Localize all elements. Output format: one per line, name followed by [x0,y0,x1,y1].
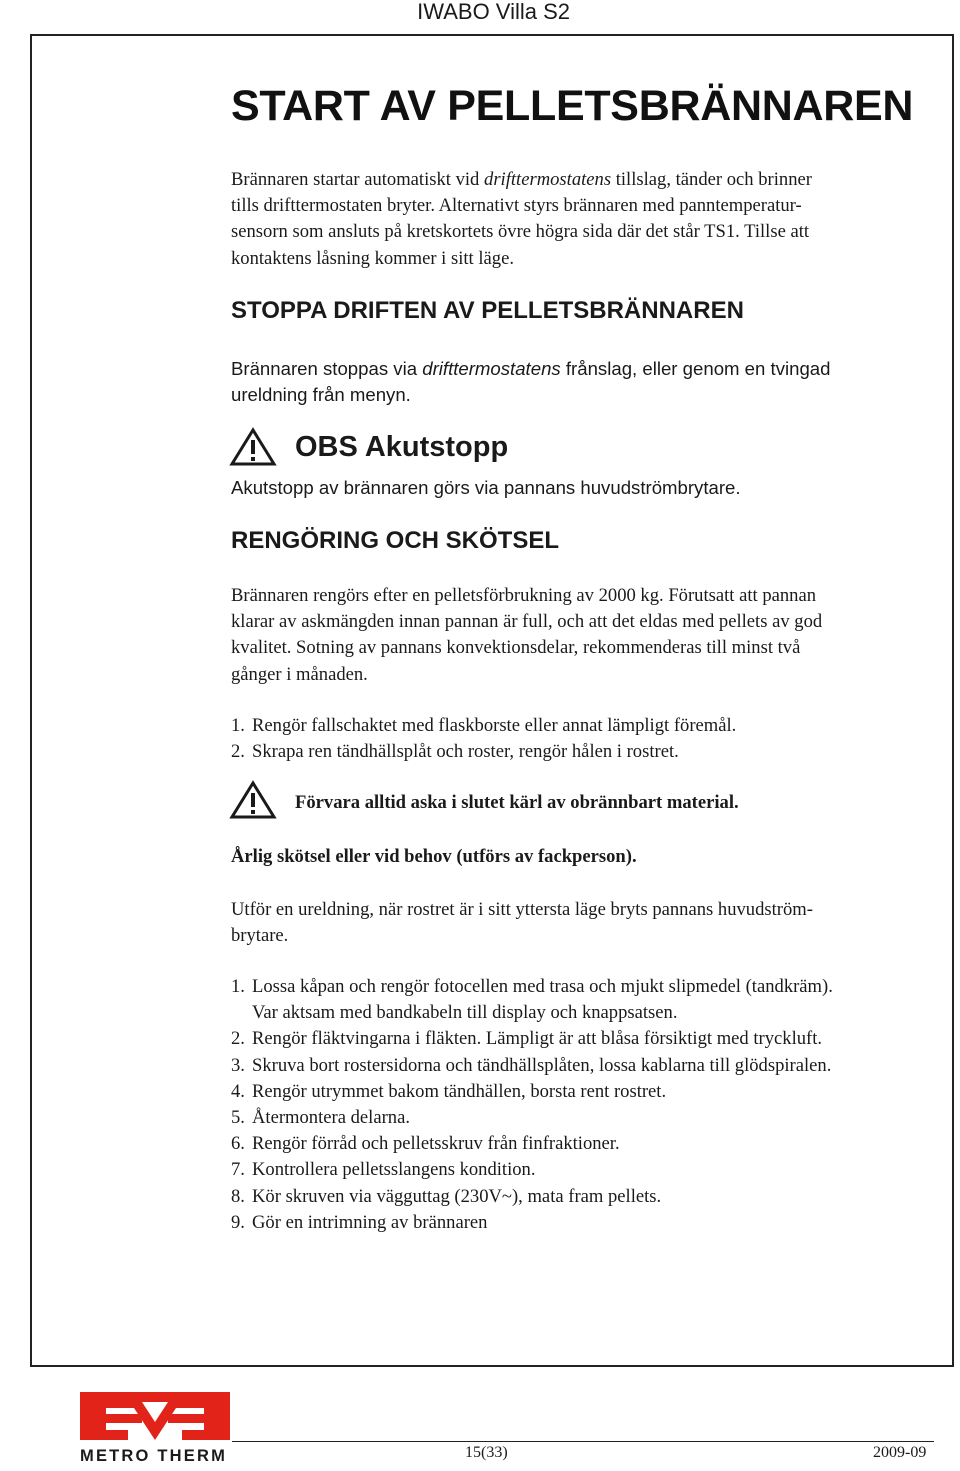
stop-heading: STOPPA DRIFTEN AV PELLETSBRÄNNAREN [231,297,744,324]
step-text: Kör skruven via vägguttag (230V~), mata fram pellets. [252,1185,662,1207]
warning-triangle-icon [229,780,277,820]
step-number: 1. [231,976,245,997]
cleaning-line: gånger i månaden. [231,663,368,685]
annual-heading: Årlig skötsel eller vid behov (utförs av fackperson). [231,846,637,867]
step-text: Skruva bort rostersidorna och tändhällsplåten, lossa kablarna till glödspiralen. [252,1054,832,1076]
step-text: Rengör utrymmet bakom tändhällen, borsta rent rostret. [252,1080,667,1102]
step-number: 2. [231,741,245,763]
intro-text: Brännaren startar automatiskt vid [231,169,485,190]
page-title: START AV PELLETSBRÄNNAREN [231,82,914,130]
step-number: 8. [231,1185,245,1207]
obs-row [229,427,508,467]
intro-paragraph [231,167,936,272]
page-number: 15(33) [465,1444,508,1461]
list-item [231,1210,946,1236]
step-number: 5. [231,1107,245,1129]
metro-therm-logo-icon [80,1392,230,1440]
footer-date: 2009-09 [873,1444,927,1461]
annual-intro-line: brytare. [231,925,289,947]
step-text: Gör en intrimning av brännaren [252,1211,488,1233]
step-text: Skrapa ren tändhällsplåt och roster, rengör hålen i rostret. [252,741,679,763]
stop-text: Brännaren stoppas via [231,358,423,379]
ash-warning-text: Förvara alltid aska i slutet kärl av obrännbart material. [295,791,739,813]
list-item [231,1184,946,1210]
step-text: Rengör fläktvingarna i fläkten. Lämpligt är att blåsa försiktigt med tryckluft. [252,1028,823,1050]
list-item [231,1079,946,1105]
list-item [231,1105,946,1131]
step-number: 2. [231,1028,245,1050]
step-text: Kontrollera pelletsslangens kondition. [252,1159,536,1181]
intro-line: sensorn som ansluts på kretskortets övre högra sida där det står TS1. Tillse att [231,221,810,243]
cleaning-paragraph [231,583,936,688]
metro-therm-logo [80,1392,230,1466]
cleaning-heading: RENGÖRING OCH SKÖTSEL [231,527,560,554]
step-number: 9. [231,1211,245,1233]
cleaning-section [231,526,936,556]
stop-paragraph [231,356,936,408]
cleaning-line: klarar av askmängden innan pannan är full, och att det eldas med pellets av god [231,611,823,633]
annual-intro [231,897,936,949]
list-item [231,713,936,739]
list-item [231,1053,946,1079]
step-number: 7. [231,1159,245,1181]
stop-section [231,296,936,326]
step-number: 1. [231,715,245,736]
stop-text: frånslag, eller genom en tvingad [560,358,831,379]
list-item [231,1131,946,1157]
step-text: Rengör förråd och pelletsskruv från finfraktioner. [252,1133,620,1155]
footer-divider [232,1441,934,1442]
intro-italic: drifttermostatens [484,169,612,190]
list-item [231,1026,946,1052]
header-title: IWABO Villa S2 [417,0,570,24]
obs-text: Akutstopp av brännaren görs via pannans huvudströmbrytare. [231,477,741,498]
stop-italic: drifttermostatens [422,358,561,379]
obs-title: OBS Akutstopp [295,431,509,463]
annual-steps [231,974,946,1236]
step-text: Var aktsam med bandkabeln till display och knappsatsen. [252,1002,678,1024]
step-text: Lossa kåpan och rengör fotocellen med trasa och mjukt slipmedel (tandkräm). [252,976,833,997]
ash-warning-row [229,780,739,820]
obs-text-block [231,475,936,501]
list-item [231,974,946,1026]
list-item [231,739,936,765]
annual-section [231,844,936,870]
warning-triangle-icon [229,427,277,467]
step-number: 4. [231,1080,245,1102]
logo-name: METRO THERM [80,1447,228,1465]
cleaning-line: kvalitet. Sotning av pannans konvektionsdelar, rekommenderas till minst två [231,637,801,659]
stop-line: ureldning från menyn. [231,384,411,406]
annual-intro-line: Utför en ureldning, när rostret är i sitt yttersta läge bryts pannans huvudström- [231,899,813,920]
step-text: Återmontera delarna. [252,1107,410,1129]
step-text: Rengör fallschaktet med flaskborste eller annat lämpligt föremål. [252,715,737,736]
cleaning-steps [231,713,936,765]
cleaning-line: Brännaren rengörs efter en pelletsförbrukning av 2000 kg. Förutsatt att pannan [231,585,817,606]
intro-line: kontaktens låsning kommer i sitt läge. [231,247,514,269]
step-number: 6. [231,1133,245,1155]
intro-line: tills drifttermostaten bryter. Alternativt styrs brännaren med panntemperatur- [231,195,802,217]
list-item [231,1157,946,1183]
intro-text: tillslag, tänder och brinner [611,169,812,190]
step-number: 3. [231,1054,245,1076]
